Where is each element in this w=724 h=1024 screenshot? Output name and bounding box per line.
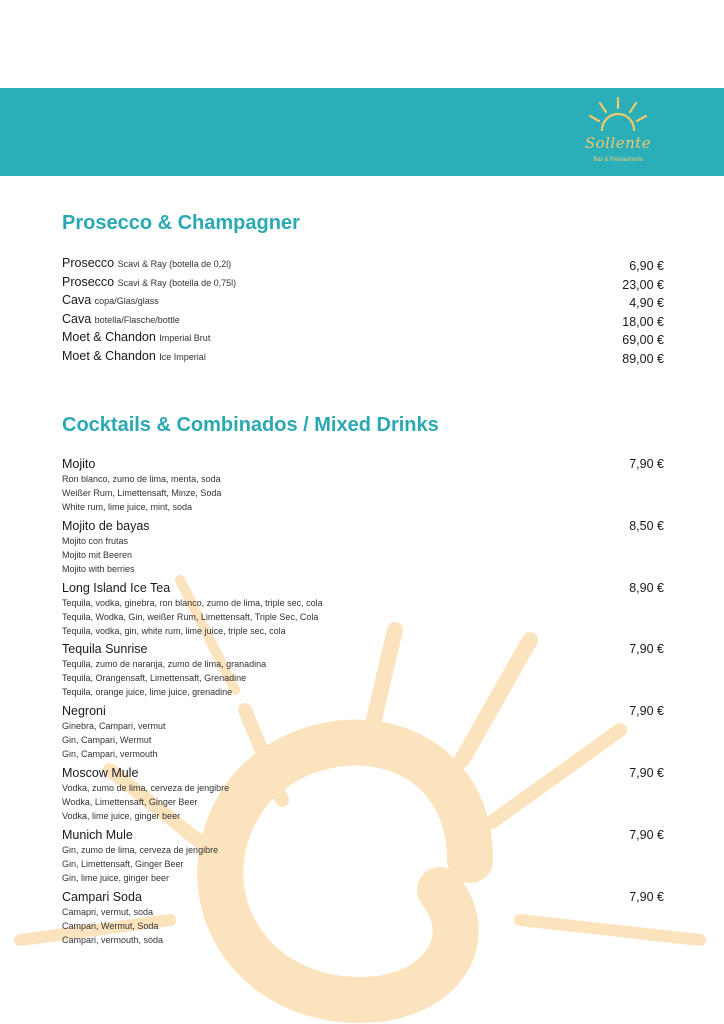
item-desc-de: Weißer Rum, Limettensaft, Minze, Soda: [62, 488, 222, 498]
item-name: Prosecco: [62, 256, 115, 270]
item-desc-en: Tequila, vodka, gin, white rum, lime juice, triple sec, cola: [62, 625, 286, 636]
item-price: 7,90 €: [629, 765, 664, 780]
item-desc-de: Mojito mit Beeren: [62, 549, 133, 560]
list-item: [62, 828, 664, 890]
item-name: Mojito de bayas: [62, 518, 150, 533]
item-desc-en: Mojito with berries: [62, 563, 135, 574]
item-desc: Imperial Brut: [159, 333, 211, 344]
item-price: 7,90 €: [629, 704, 664, 719]
prosecco-list: [62, 254, 664, 366]
item-name: Moet & Chandon: [62, 348, 156, 363]
item-desc: Scavi & Ray (botella de 0,75l): [117, 277, 237, 288]
item-desc-en: White rum, lime juice, mint, soda: [62, 502, 193, 512]
cocktail-list: [62, 457, 664, 951]
item-desc-es: Camapri, vermut, soda: [62, 906, 154, 917]
item-name: Moet & Chandon: [62, 330, 156, 345]
item-name: Cava: [62, 311, 92, 326]
item-price: 89,00 €: [622, 351, 664, 366]
item-price: 7,90 €: [629, 889, 664, 904]
item-name: Tequila Sunrise: [62, 642, 148, 657]
list-item: [62, 457, 664, 519]
item-price: 8,90 €: [629, 580, 664, 595]
item-price: 8,50 €: [629, 518, 664, 533]
list-item: [62, 291, 664, 310]
list-item: [62, 581, 664, 643]
item-name: Moscow Mule: [62, 765, 139, 780]
item-desc: copa/Glas/glass: [94, 296, 159, 307]
list-item: [62, 328, 664, 347]
brand-name: Sollente: [584, 134, 652, 152]
item-price: 7,90 €: [629, 642, 664, 657]
item-price: 23,00 €: [622, 277, 664, 292]
item-desc-en: Gin, lime juice, ginger beer: [62, 872, 170, 883]
item-desc-en: Tequila, orange juice, lime juice, grenadine: [62, 687, 233, 698]
list-item: [62, 273, 664, 292]
item-price: 6,90 €: [629, 259, 664, 273]
list-item: [62, 642, 664, 704]
sun-logo-icon: [566, 94, 670, 134]
section-title-prosecco: Prosecco & Champagner: [62, 212, 300, 234]
item-name: Mojito: [62, 457, 96, 471]
item-name: Cava: [62, 293, 92, 308]
item-name: Prosecco: [62, 274, 115, 289]
item-price: 18,00 €: [622, 314, 664, 329]
item-price: 7,90 €: [629, 827, 664, 842]
header-banner: [0, 88, 724, 176]
list-item: [62, 890, 664, 952]
item-desc-en: Campari, vermouth, soda: [62, 934, 164, 945]
item-desc-es: Mojito con frutas: [62, 535, 129, 546]
item-price: 69,00 €: [622, 333, 664, 348]
item-price: 7,90 €: [629, 457, 664, 471]
item-desc-de: Tequila, Wodka, Gin, weißer Rum, Limettensaft, Triple Sec, Cola: [62, 611, 319, 622]
item-desc-en: Gin, Campari, vermouth: [62, 749, 158, 760]
list-item: [62, 519, 664, 581]
item-desc-es: Ginebra, Campari, vermut: [62, 721, 166, 732]
item-name: Campari Soda: [62, 889, 142, 904]
item-desc: Scavi & Ray (botella de 0,2l): [117, 259, 232, 269]
item-desc-es: Gin, zumo de lima, cerveza de jengibre: [62, 844, 219, 855]
brand-subtitle: Bar & Restaurante: [593, 157, 643, 163]
item-desc-es: Tequila, vodka, ginebra, ron blanco, zumo de lima, triple sec, cola: [62, 597, 323, 608]
item-desc: botella/Flasche/bottle: [94, 314, 180, 325]
item-desc-es: Tequila, zumo de naranja, zumo de lima, granadina: [62, 659, 267, 670]
item-name: Negroni: [62, 704, 106, 719]
item-desc-de: Wodka, Limettensaft, Ginger Beer: [62, 796, 198, 807]
item-desc: Ice Imperial: [159, 351, 206, 362]
item-desc-de: Gin, Limettensaft, Ginger Beer: [62, 858, 184, 869]
item-price: 4,90 €: [629, 296, 664, 311]
list-item: [62, 254, 664, 273]
item-desc-de: Campari, Wermut, Soda: [62, 920, 159, 931]
item-desc-es: Ron blanco, zumo de lima, menta, soda: [62, 474, 221, 484]
item-desc-de: Gin, Campari, Wermut: [62, 735, 152, 746]
item-desc-en: Vodka, lime juice, ginger beer: [62, 810, 181, 821]
list-item: [62, 704, 664, 766]
item-desc-es: Vodka, zumo de lima, cerveza de jengibre: [62, 782, 230, 793]
item-name: Munich Mule: [62, 827, 133, 842]
item-desc-de: Tequila, Orangensaft, Limettensaft, Grenadine: [62, 673, 247, 684]
list-item: [62, 310, 664, 329]
brand-logo: [566, 94, 670, 170]
item-name: Long Island Ice Tea: [62, 580, 171, 595]
section-title-cocktails: Cocktails & Combinados / Mixed Drinks: [62, 414, 439, 436]
list-item: [62, 347, 664, 366]
list-item: [62, 766, 664, 828]
